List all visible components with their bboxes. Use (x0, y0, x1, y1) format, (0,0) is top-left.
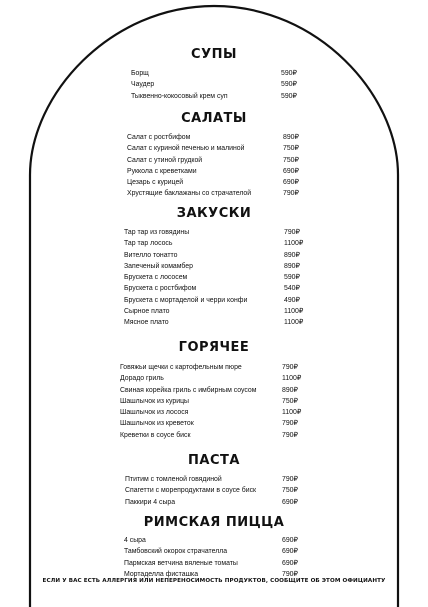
section-title-hot: ГОРЯЧЕЕ (178, 340, 250, 355)
item-name: Брускета с лососем (124, 274, 188, 282)
menu-item (120, 396, 310, 407)
item-name: Шашлычок из креветок (120, 420, 194, 428)
item-price: 590₽ (281, 92, 297, 100)
item-name: Тыквенно-кокосовый крем суп (131, 92, 228, 100)
menu-item (125, 497, 305, 508)
item-price: 790₽ (283, 190, 299, 198)
menu-item (120, 373, 310, 384)
item-price: 1100₽ (282, 375, 302, 383)
section-title-pasta: ПАСТА (188, 453, 240, 468)
section-title-appetizers: ЗАКУСКИ (176, 206, 252, 221)
menu-item (124, 535, 306, 546)
item-price: 1100₽ (282, 409, 302, 417)
item-name: Пармская ветчина вяленые томаты (124, 559, 238, 567)
item-price: 1100₽ (284, 319, 304, 327)
menu-item (124, 227, 310, 238)
item-name: Паккири 4 сыра (125, 498, 176, 506)
section-list-salads (127, 132, 312, 200)
menu-item (120, 362, 310, 373)
menu-item (127, 188, 312, 199)
item-price: 750₽ (283, 145, 299, 153)
item-name: Шашлычок из лосося (120, 409, 189, 417)
menu-item (124, 306, 310, 317)
item-name: Мясное плато (124, 319, 169, 327)
menu-item (131, 68, 311, 79)
item-price: 690₽ (283, 167, 299, 175)
section-list-pasta (125, 474, 305, 508)
section-list-roman-pizza (124, 535, 306, 580)
item-price: 590₽ (281, 81, 297, 89)
section-title-salads: САЛАТЫ (181, 111, 247, 126)
menu-item (124, 272, 310, 283)
item-price: 1100₽ (284, 308, 304, 316)
item-name: Салат с куриной печенью и малиной (127, 145, 245, 153)
item-name: Цезарь с курицей (127, 179, 184, 187)
menu-item (131, 91, 311, 102)
item-price: 790₽ (282, 364, 298, 371)
item-price: 690₽ (282, 548, 298, 556)
item-name: Борщ (131, 70, 149, 77)
item-name: Сырное плато (124, 308, 170, 316)
section-title-roman-pizza: РИМСКАЯ ПИЦЦА (143, 515, 285, 530)
item-price: 1100₽ (284, 240, 304, 248)
item-name: Тамбовский окорок страчателла (124, 548, 228, 556)
menu-item (125, 474, 305, 485)
item-name: Вителло тонатто (124, 251, 178, 259)
item-name: Хрустящие баклажаны со страчателой (127, 190, 252, 198)
menu-item (124, 546, 306, 557)
section-list-hot (120, 362, 310, 441)
item-price: 790₽ (282, 476, 298, 483)
item-name: Спагетти с морепродуктами в соусе биск (125, 487, 257, 495)
menu-item (124, 283, 310, 294)
item-name: Креветки в соусе биск (120, 431, 191, 439)
menu-item (127, 177, 312, 188)
item-price: 590₽ (284, 274, 300, 282)
item-name: Тар тар из говядины (124, 229, 190, 236)
item-price: 540₽ (284, 285, 300, 293)
item-price: 890₽ (282, 386, 298, 394)
item-name: Тар тар лосось (124, 240, 173, 248)
item-price: 690₽ (282, 559, 298, 567)
menu-item (127, 166, 312, 177)
item-name: Свиная корейка гриль с имбирным соусом (120, 386, 257, 394)
menu-item (127, 155, 312, 166)
section-list-appetizers (124, 227, 310, 329)
item-name: Запеченый комамбер (124, 262, 193, 270)
item-price: 790₽ (282, 420, 298, 428)
item-price: 890₽ (284, 262, 300, 270)
item-price: 790₽ (282, 570, 298, 578)
menu-item (125, 485, 305, 496)
item-price: 690₽ (282, 537, 298, 544)
item-name: Руккола с креветками (127, 167, 197, 175)
item-price: 790₽ (284, 229, 300, 236)
item-price: 590₽ (281, 70, 297, 77)
item-price: 690₽ (283, 179, 299, 187)
menu-item (124, 261, 310, 272)
item-price: 890₽ (284, 251, 300, 259)
item-name: Салат с утиной грудкой (127, 156, 203, 164)
menu-item (124, 295, 310, 306)
menu-item (120, 385, 310, 396)
menu-item (124, 238, 310, 249)
section-title-soups: СУПЫ (191, 47, 237, 62)
item-name: 4 сыра (124, 537, 146, 544)
item-name: Салат с ростбифом (127, 134, 191, 141)
menu-item (127, 143, 312, 154)
item-name: Дорадо гриль (120, 375, 164, 383)
item-price: 890₽ (283, 134, 299, 141)
item-price: 790₽ (282, 431, 298, 439)
item-name: Брускета с ростбифом (124, 285, 197, 293)
section-list-soups (131, 68, 311, 102)
item-name: Говяжьи щечки с картофельным пюре (120, 364, 242, 371)
item-name: Шашлычок из курицы (120, 397, 189, 405)
item-name: Мортаделла фисташка (124, 570, 199, 578)
menu-item (120, 407, 310, 418)
item-name: Брускета с мортаделой и черри конфи (124, 296, 248, 304)
item-price: 750₽ (283, 156, 299, 164)
item-name: Чаудер (131, 81, 155, 89)
item-price: 750₽ (282, 487, 298, 495)
menu-item (124, 317, 310, 328)
item-price: 690₽ (282, 498, 298, 506)
item-price: 490₽ (284, 296, 300, 304)
menu-item (120, 418, 310, 429)
allergy-notice: ЕСЛИ У ВАС ЕСТЬ АЛЛЕРГИЯ ИЛИ НЕПЕРЕНОСИМОСТЬ ПРОДУКТОВ, СООБЩИТЕ ОБ ЭТОМ ОФИЦИАНТУ (42, 578, 386, 584)
item-price: 750₽ (282, 397, 298, 405)
menu-item (120, 430, 310, 441)
menu-item (124, 250, 310, 261)
menu-item (124, 558, 306, 569)
item-name: Птитим с томленой говядиной (125, 476, 222, 483)
menu-item (131, 79, 311, 90)
menu-item (127, 132, 312, 143)
